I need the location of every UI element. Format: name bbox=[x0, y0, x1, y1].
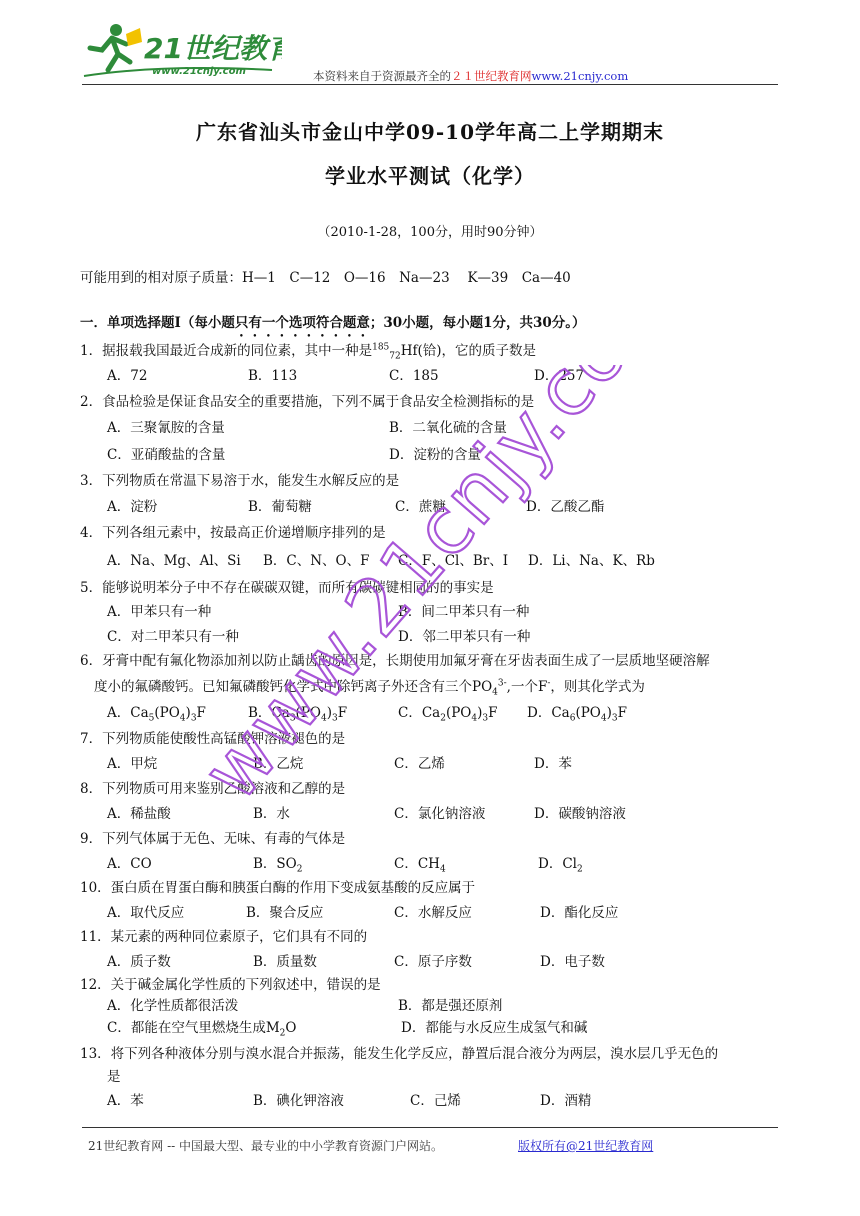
q13-option-b: B．碘化钾溶液 bbox=[253, 1093, 344, 1109]
question-10-stem: 10．蛋白质在胃蛋白酶和胰蛋白酶的作用下变成氨基酸的反应属于 bbox=[80, 880, 476, 896]
question-7-stem: 7．下列物质能使酸性高锰酸钾溶液褪色的是 bbox=[80, 731, 346, 747]
section-heading bbox=[80, 311, 586, 340]
question-8-stem: 8．下列物质可用来鉴别乙酸溶液和乙醇的是 bbox=[80, 781, 346, 797]
section-heading-prefix: 一．单项选择题Ⅰ（每小题 bbox=[80, 315, 235, 331]
question-4-stem: 4．下列各组元素中，按最高正价递增顺序排列的是 bbox=[80, 525, 386, 541]
q6-f-charge: - bbox=[547, 678, 551, 689]
q11-option-b: B．质量数 bbox=[253, 954, 317, 970]
q5-option-d: D．邻二甲苯只有一种 bbox=[398, 629, 531, 645]
q6-option-b: B．$Ca_3(PO_4)_3F$ bbox=[248, 705, 348, 724]
footer-tagline: 21世纪教育网 -- 中国最大型、最专业的中小学教育资源门户网站。 bbox=[88, 1139, 444, 1153]
q3-option-b: B．葡萄糖 bbox=[248, 499, 312, 515]
q1-atomic-number: 72 bbox=[389, 351, 401, 362]
site-logo bbox=[82, 20, 282, 82]
q8-option-b: B．水 bbox=[253, 806, 290, 822]
q6-line2-c: ，则其化学式为 bbox=[550, 679, 645, 695]
q3-option-d: D．乙酸乙酯 bbox=[526, 499, 605, 515]
q6-po4-charge: 3- bbox=[497, 678, 507, 689]
q6-option-d: D．$Ca_6(PO_4)_3F$ bbox=[527, 705, 627, 724]
q3-option-a: A．淀粉 bbox=[107, 499, 158, 515]
q5-option-c: C．对二甲苯只有一种 bbox=[107, 629, 239, 645]
q9-option-c: C．$CH_4$ bbox=[394, 856, 446, 875]
question-2-stem: 2．食品检验是保证食品安全的重要措施，下列不属于食品安全检测指标的是 bbox=[80, 394, 535, 410]
question-9-stem: 9．下列气体属于无色、无味、有毒的气体是 bbox=[80, 831, 346, 847]
q11-option-d: D．电子数 bbox=[540, 954, 605, 970]
header-brand: ２１世纪教育网 bbox=[451, 69, 532, 83]
header-site-link[interactable]: www.21cnjy.com bbox=[531, 69, 629, 83]
q9-option-b: B．$SO_2$ bbox=[253, 856, 303, 875]
logo-text: 21世纪教育 bbox=[144, 32, 282, 65]
q12-option-a: A．化学性质都很活泼 bbox=[107, 998, 239, 1014]
q4-option-c: C．F、Cl、Br、I bbox=[398, 553, 509, 569]
q1-option-d: D．257 bbox=[534, 368, 585, 384]
q10-option-c: C．水解反应 bbox=[394, 905, 472, 921]
question-13-stem-line1: 13．将下列各种液体分别与溴水混合并振荡，能发生化学反应，静置后混合液分为两层，溴水层几乎无色的 bbox=[80, 1046, 719, 1062]
q2-option-c: C．亚硝酸盐的含量 bbox=[107, 447, 226, 463]
q2-option-a: A．三聚氰胺的含量 bbox=[107, 420, 225, 436]
q1-option-c: C．185 bbox=[389, 368, 439, 384]
q4-option-d: D．Li、Na、K、Rb bbox=[528, 553, 655, 569]
q9-option-a: A．CO bbox=[107, 856, 152, 872]
q13-option-d: D．酒精 bbox=[540, 1093, 592, 1109]
section-heading-suffix: ；30小题，每小题1分，共30分。） bbox=[369, 315, 586, 331]
q8-option-a: A．稀盐酸 bbox=[107, 806, 171, 822]
question-6-stem-line2 bbox=[94, 675, 645, 698]
exam-info: （2010-1-28，100分，用时90分钟） bbox=[317, 225, 543, 240]
q1-option-b: B．113 bbox=[248, 368, 298, 384]
header-note-prefix: 本资料来自于资源最齐全的 bbox=[313, 69, 451, 83]
q1-stem-b: Hf(铪)，它的质子数是 bbox=[400, 343, 537, 359]
question-13-stem-line2: 是 bbox=[107, 1069, 121, 1085]
q11-option-c: C．原子序数 bbox=[394, 954, 472, 970]
q12-option-c: C．都能在空气里燃烧生成$M_2O$ bbox=[107, 1020, 297, 1039]
question-1-stem bbox=[80, 339, 537, 362]
q8-option-c: C．氯化钠溶液 bbox=[394, 806, 486, 822]
page-title-line2: 学业水平测试（化学） bbox=[325, 164, 535, 188]
q13-option-c: C．己烯 bbox=[410, 1093, 461, 1109]
q6-line2-a: 度小的氟磷酸钙。已知氟磷酸钙化学式中除钙离子外还含有三个PO bbox=[94, 679, 493, 695]
footer-copyright-link[interactable]: 版权所有@21世纪教育网 bbox=[518, 1139, 654, 1153]
q11-option-a: A．质子数 bbox=[107, 954, 171, 970]
q6-line2-b: ,一个F bbox=[506, 679, 548, 695]
q2-option-d: D．淀粉的含量 bbox=[389, 447, 481, 463]
q9-option-d: D．$Cl_2$ bbox=[538, 856, 583, 875]
q7-option-c: C．乙烯 bbox=[394, 756, 445, 772]
q6-option-c: C．$Ca_2(PO_4)_3F$ bbox=[398, 705, 498, 724]
q1-mass-number: 185 bbox=[372, 342, 390, 353]
q2-option-b: B．二氧化硫的含量 bbox=[389, 420, 507, 436]
question-3-stem: 3．下列物质在常温下易溶于水，能发生水解反应的是 bbox=[80, 473, 400, 489]
header-divider bbox=[82, 84, 778, 85]
q1-stem-a: 1．据报载我国最近合成新的同位素，其中一种是 bbox=[80, 343, 373, 359]
q1-option-a: A．72 bbox=[107, 368, 148, 384]
logo-url: www.21cnjy.com bbox=[152, 66, 246, 77]
q12-option-b: B．都是强还原剂 bbox=[398, 998, 503, 1014]
q12-option-d: D．都能与水反应生成氢气和碱 bbox=[401, 1020, 588, 1036]
q13-option-a: A．苯 bbox=[107, 1093, 144, 1109]
q3-option-c: C．蔗糖 bbox=[395, 499, 446, 515]
q4-option-b: B．C、N、O、F bbox=[263, 553, 370, 569]
q7-option-b: B．乙烷 bbox=[253, 756, 304, 772]
q10-option-a: A．取代反应 bbox=[107, 905, 185, 921]
watermark-text: www.21cnjy.com bbox=[186, 365, 630, 818]
question-5-stem: 5．能够说明苯分子中不存在碳碳双键，而所有碳碳键相同的的事实是 bbox=[80, 580, 494, 596]
q6-option-a: A．$Ca_5(PO_4)_3F$ bbox=[107, 705, 206, 724]
header-note bbox=[313, 68, 628, 84]
question-11-stem: 11．某元素的两种同位素原子，它们具有不同的 bbox=[80, 929, 368, 945]
q10-option-b: B．聚合反应 bbox=[246, 905, 324, 921]
q5-option-a: A．甲苯只有一种 bbox=[107, 604, 212, 620]
question-6-stem-line1: 6．牙膏中配有氟化物添加剂以防止龋齿的原因是，长期使用加氟牙膏在牙齿表面生成了一层质地坚硬溶解 bbox=[80, 653, 710, 669]
q6-po4-sub: 4 bbox=[492, 687, 498, 698]
q4-option-a: A．Na、Mg、Al、Si bbox=[107, 553, 241, 569]
page-title-line1: 广东省汕头市金山中学09-10学年高二上学期期末 bbox=[196, 120, 664, 144]
q7-option-d: D．苯 bbox=[534, 756, 572, 772]
q8-option-d: D．碳酸钠溶液 bbox=[534, 806, 626, 822]
atomic-mass-list: 可能用到的相对原子质量：H—1 C—12 O—16 Na—23 K—39 Ca—40 bbox=[80, 270, 571, 286]
q7-option-a: A．甲烷 bbox=[107, 756, 158, 772]
question-12-stem: 12．关于碱金属化学性质的下列叙述中，错误的是 bbox=[80, 977, 381, 993]
footer-divider bbox=[82, 1127, 778, 1128]
q5-option-b: B．间二甲苯只有一种 bbox=[398, 604, 530, 620]
section-heading-emphasis: 只有一个选项符合题意 bbox=[234, 315, 370, 331]
q10-option-d: D．酯化反应 bbox=[540, 905, 619, 921]
